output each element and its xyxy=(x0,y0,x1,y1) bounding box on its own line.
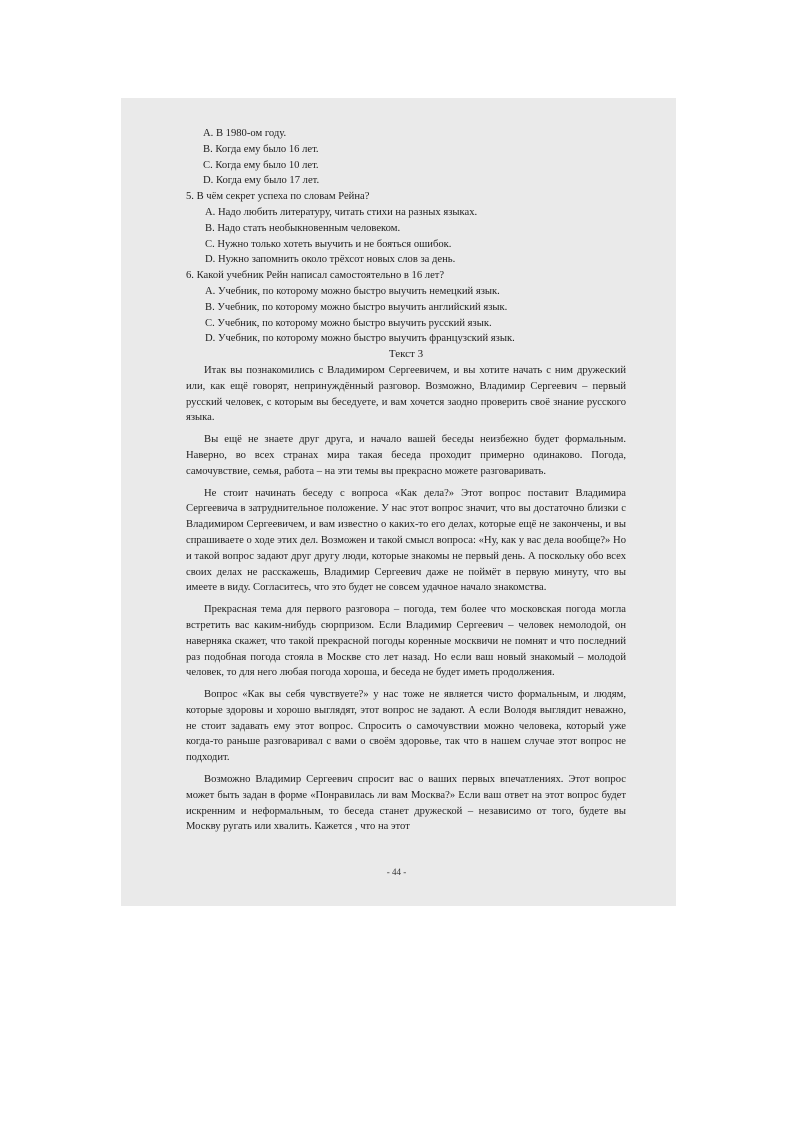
question-6: 6. Какой учебник Рейн написал самостоятельно в 16 лет? xyxy=(186,270,445,282)
paragraph: Итак вы познакомились с Владимиром Сергеевичем, и вы хотите начать с ним дружеский или, как ещё говорят, непринуждённый разговор. Возможно, Владимир Сергеевич – первый русский человек, с которым вы беседуете, и вам хочется заодно проверить своё знание русского языка. xyxy=(186,364,626,424)
question-6-option-a: A. Учебник, по которому можно быстро выучить немецкий язык. xyxy=(205,285,500,297)
question-5-option-d: D. Нужно запомнить около трёхсот новых слов за день. xyxy=(205,254,456,266)
paragraph: Вы ещё не знаете друг друга, и начало вашей беседы неизбежно будет формальным. Наверно, во всех странах мира такая беседа проходит примерно одинаково. Погода, самочувствие, семья, работа – на эти темы вы прекрасно можете разговаривать. xyxy=(186,434,626,477)
paragraph: Прекрасная тема для первого разговора – погода, тем более что московская погода могла встретить вас каким-нибудь сюрпризом. Если Владимир Сергеевич – человек немолодой, он наверняка скажет, что такой прекрасной погоды коренные москвичи не помнят и что последний раз подобная погода стояла в Москве сто лет назад. Но если ваш новый знакомый – молодой человек, то для него любая погода хороша, и беседа не будет иметь продолжения. xyxy=(186,604,626,679)
paragraph: Возможно Владимир Сергеевич спросит вас о ваших первых впечатлениях. Этот вопрос может быть задан в форме «Понравилась ли вам Москва?» Если ваш ответ на этот вопрос будет искренним и неформальным, то беседа станет дружеской – независимо от того, будете вы Москву ругать или хвалить. Кажется , что на этот xyxy=(186,774,626,833)
text-heading: Текст 3 xyxy=(388,348,424,361)
paragraph: Вопрос «Как вы себя чувствуете?» у нас тоже не является чисто формальным, и людям, которые здоровы и хорошо выглядят, этот вопрос не задают. А если Володя выглядит неважно, не стоит задавать ему этот вопрос. Спросить о самочувствии можно человека, который уже когда-то раньше разговаривал с вами о своём здоровье, так что в нашем случае этот вопрос не подходит. xyxy=(186,689,626,764)
question-5-option-c: C. Нужно только хотеть выучить и не бояться ошибок. xyxy=(205,238,452,250)
page-number: - 44 - xyxy=(386,867,407,877)
question-6-option-d: D. Учебник, по которому можно быстро выучить французский язык. xyxy=(205,333,515,345)
option-b-prev: B. Когда ему было 16 лет. xyxy=(203,143,319,155)
question-6-option-b: B. Учебник, по которому можно быстро выучить английский язык. xyxy=(205,301,508,313)
option-d-prev: D. Когда ему было 17 лет. xyxy=(203,175,320,187)
page-content xyxy=(186,126,626,841)
question-5-option-a: A. Надо любить литературу, читать стихи на разных языках. xyxy=(205,206,478,218)
option-c-prev: C. Когда ему было 10 лет. xyxy=(203,159,319,171)
question-5: 5. В чём секрет успеха по словам Рейна? xyxy=(186,191,370,203)
question-5-option-b: B. Надо стать необыкновенным человеком. xyxy=(205,222,401,234)
paragraph: Не стоит начинать беседу с вопроса «Как дела?» Этот вопрос поставит Владимира Сергеевича в затруднительное положение. У нас этот вопрос значит, что вы достаточно близки с Владимиром Сергеевичем, и вам известно о каких-то его делах, которые ещё не закончены, и вы спрашиваете о ходе этих дел. Возможен и такой смысл вопроса: «Ну, как у вас дела вообще?» Но и такой вопрос задают друг другу люди, которые знакомы не первый день. А поскольку обо всех своих делах не расскажешь, Владимир Сергеевич даже не поймёт в первую минуту, что вы имеете в виду. Согласитесь, что это будет не совсем удачное начало знакомства. xyxy=(186,487,626,594)
question-6-option-c: C. Учебник, по которому можно быстро выучить русский язык. xyxy=(205,317,492,329)
option-a-prev: A. В 1980-ом году. xyxy=(203,128,287,139)
